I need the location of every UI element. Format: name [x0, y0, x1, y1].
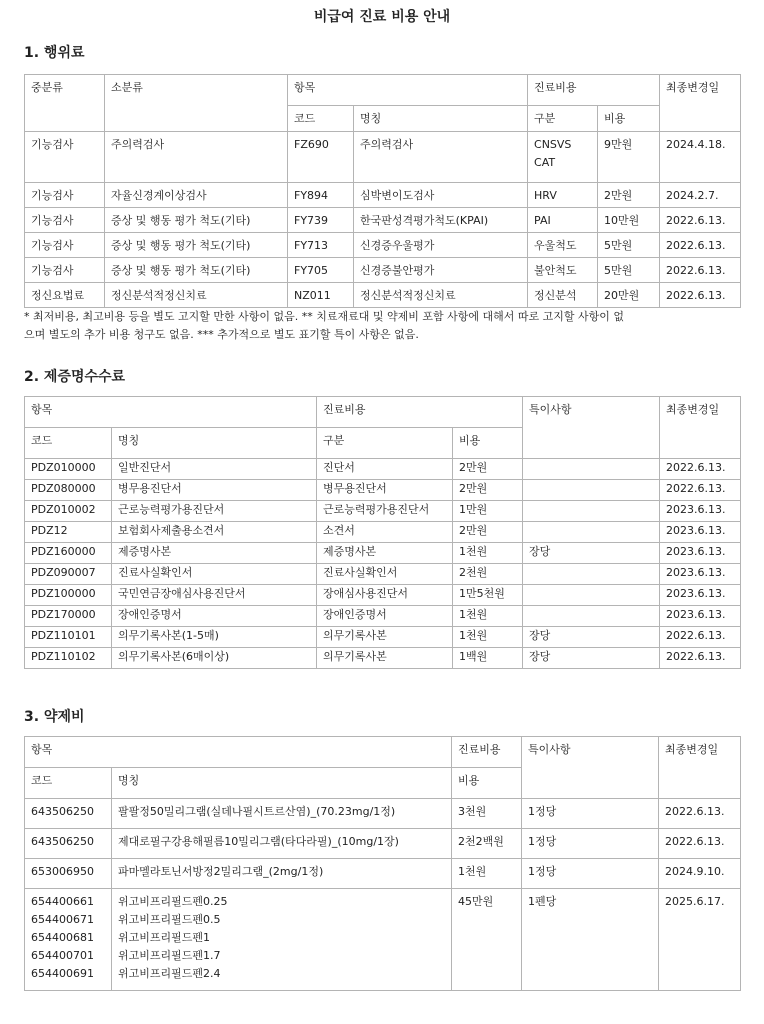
- cell-code: FY739: [288, 208, 354, 233]
- cell-cost: 1천원: [452, 859, 522, 889]
- cell-mid: 정신요법료: [25, 283, 105, 308]
- cell-cost: 20만원: [598, 283, 660, 308]
- cell-remark: 장당: [523, 543, 660, 564]
- cell-cost: 10만원: [598, 208, 660, 233]
- cell-sub: 자율신경계이상검사: [105, 183, 288, 208]
- cell-sub: 정신분석적정신치료: [105, 283, 288, 308]
- cell-date: 2023.6.13.: [660, 564, 741, 585]
- header-cost: 비용: [452, 768, 522, 799]
- cell-remark: [523, 564, 660, 585]
- table-row: [25, 829, 741, 859]
- header-item: 항목: [25, 737, 452, 768]
- header-fee-type: 구분: [528, 106, 598, 132]
- cell-name: 의무기록사본(1-5매): [112, 627, 317, 648]
- table-row: [25, 501, 741, 522]
- cell-remark: [523, 501, 660, 522]
- cell-code: 643506250: [25, 799, 112, 829]
- cell-date: 2022.6.13.: [660, 283, 741, 308]
- name-line: 위고비프리필드펜2.4: [118, 967, 221, 980]
- cell-code: PDZ160000: [25, 543, 112, 564]
- cell-cost: 1만5천원: [453, 585, 523, 606]
- cell-mid: 기능검사: [25, 258, 105, 283]
- cell-date: 2023.6.13.: [660, 606, 741, 627]
- procedure-fee-table: [24, 74, 741, 308]
- cell-code: PDZ090007: [25, 564, 112, 585]
- cell-remark: [523, 522, 660, 543]
- section-1-note: [24, 308, 744, 344]
- table-row: [25, 208, 741, 233]
- table-row: [25, 522, 741, 543]
- code-line: 654400701: [31, 949, 94, 962]
- cell-cost: 2천2백원: [452, 829, 522, 859]
- cell-remark: 장당: [523, 627, 660, 648]
- code-line: 654400671: [31, 913, 94, 926]
- cell-remark: [523, 480, 660, 501]
- table-row: [25, 459, 741, 480]
- cell-code: 653006950: [25, 859, 112, 889]
- cell-type: 장애심사용진단서: [317, 585, 453, 606]
- header-fee: 진료비용: [452, 737, 522, 768]
- cell-date: 2023.6.13.: [660, 522, 741, 543]
- cell-name: 병무용진단서: [112, 480, 317, 501]
- cell-cost: 1백원: [453, 648, 523, 669]
- cell-name: 근로능력평가용진단서: [112, 501, 317, 522]
- cell-sub: 증상 및 행동 평가 척도(기타): [105, 258, 288, 283]
- header-mid-category: 중분류: [25, 75, 105, 132]
- document-title: 비급여 진료 비용 안내: [313, 9, 451, 25]
- cell-cost: 2만원: [453, 522, 523, 543]
- cell-names: [112, 889, 452, 991]
- certificate-fee-table: [24, 396, 741, 669]
- cell-code: FY705: [288, 258, 354, 283]
- cell-code: PDZ080000: [25, 480, 112, 501]
- drug-fee-table: [24, 736, 741, 991]
- cell-code: FY894: [288, 183, 354, 208]
- cell-date: 2024.9.10.: [659, 859, 741, 889]
- table-row: [25, 889, 741, 991]
- cell-name: 의무기록사본(6매이상): [112, 648, 317, 669]
- cell-mid: 기능검사: [25, 132, 105, 183]
- table-row: [25, 627, 741, 648]
- name-line: 위고비프리필드펜0.5: [118, 913, 221, 926]
- header-name: 명칭: [112, 768, 452, 799]
- section-3-heading: 3. 약제비: [24, 709, 85, 725]
- cell-remark: 1펜당: [522, 889, 659, 991]
- cell-type: 장애인증명서: [317, 606, 453, 627]
- cell-remark: 장당: [523, 648, 660, 669]
- code-line: 654400681: [31, 931, 94, 944]
- cell-cost: 1천원: [453, 543, 523, 564]
- cell-date: 2023.6.13.: [660, 585, 741, 606]
- cell-cost: 1천원: [453, 606, 523, 627]
- cell-name: 파마멜라토닌서방정2밀리그램_(2mg/1정): [112, 859, 452, 889]
- header-updated: 최종변경일: [659, 737, 741, 799]
- table-row: [25, 859, 741, 889]
- cell-remark: 1정당: [522, 859, 659, 889]
- cell-remark: 1정당: [522, 829, 659, 859]
- header-code: 코드: [25, 768, 112, 799]
- cell-code: PDZ110101: [25, 627, 112, 648]
- table-row: [25, 564, 741, 585]
- table-row: [25, 132, 741, 183]
- header-name: 명칭: [112, 428, 317, 459]
- cell-name: 한국판성격평가척도(KPAI): [354, 208, 528, 233]
- cell-type: 의무기록사본: [317, 648, 453, 669]
- cell-date: 2022.6.13.: [660, 627, 741, 648]
- cell-sub: 주의력검사: [105, 132, 288, 183]
- cell-name: 신경증우울평가: [354, 233, 528, 258]
- header-sub-category: 소분류: [105, 75, 288, 132]
- cell-name: 제증명사본: [112, 543, 317, 564]
- cell-type: 진료사실확인서: [317, 564, 453, 585]
- cell-sub: 증상 및 행동 평가 척도(기타): [105, 233, 288, 258]
- header-fee: 진료비용: [528, 75, 660, 106]
- cell-date: 2022.6.13.: [660, 648, 741, 669]
- cell-mid: 기능검사: [25, 208, 105, 233]
- header-updated: 최종변경일: [660, 75, 741, 132]
- cell-name: 일반진단서: [112, 459, 317, 480]
- cell-type: 근로능력평가용진단서: [317, 501, 453, 522]
- cell-cost: 45만원: [452, 889, 522, 991]
- cell-code: PDZ170000: [25, 606, 112, 627]
- cell-type: 소견서: [317, 522, 453, 543]
- table-row: [25, 606, 741, 627]
- cell-name: 제대로필구강용해필름10밀리그램(타다라필)_(10mg/1장): [112, 829, 452, 859]
- cell-type: 불안척도: [528, 258, 598, 283]
- cell-date: 2022.6.13.: [660, 208, 741, 233]
- cell-cost: 2천원: [453, 564, 523, 585]
- cell-date: 2022.6.13.: [659, 829, 741, 859]
- cell-type: HRV: [528, 183, 598, 208]
- header-fee: 진료비용: [317, 397, 523, 428]
- cell-name: 국민연금장애심사용진단서: [112, 585, 317, 606]
- cell-code: PDZ010000: [25, 459, 112, 480]
- header-item: 항목: [25, 397, 317, 428]
- cell-code: FZ690: [288, 132, 354, 183]
- cell-date: 2023.6.13.: [660, 501, 741, 522]
- cell-code: PDZ110102: [25, 648, 112, 669]
- cell-cost: 9만원: [598, 132, 660, 183]
- note-line: * 최저비용, 최고비용 등을 별도 고지할 만한 사항이 없음. ** 치료재료대 및 약제비 포함 사항에 대해서 따로 고지할 사항이 없: [24, 310, 624, 323]
- cell-code: PDZ100000: [25, 585, 112, 606]
- table-row: [25, 258, 741, 283]
- cell-cost: 2만원: [598, 183, 660, 208]
- cell-cost: 1천원: [453, 627, 523, 648]
- cell-remark: 1정당: [522, 799, 659, 829]
- table-row: [25, 233, 741, 258]
- header-code: 코드: [288, 106, 354, 132]
- cell-type: 병무용진단서: [317, 480, 453, 501]
- cell-remark: [523, 606, 660, 627]
- header-remarks: 특이사항: [523, 397, 660, 459]
- cell-date: 2024.4.18.: [660, 132, 741, 183]
- cell-remark: [523, 585, 660, 606]
- table-row: [25, 283, 741, 308]
- cell-date: 2022.6.13.: [660, 459, 741, 480]
- cell-code: FY713: [288, 233, 354, 258]
- cell-name: 장애인증명서: [112, 606, 317, 627]
- cell-type: 의무기록사본: [317, 627, 453, 648]
- note-line: 으며 별도의 추가 비용 청구도 없음. *** 추가적으로 별도 표기할 특이 사항은 없음.: [24, 328, 419, 341]
- code-line: 654400661: [31, 895, 94, 908]
- cell-codes: [25, 889, 112, 991]
- cell-date: 2024.2.7.: [660, 183, 741, 208]
- table-row: [25, 543, 741, 564]
- cell-type: 우울척도: [528, 233, 598, 258]
- cell-mid: 기능검사: [25, 233, 105, 258]
- cell-date: 2022.6.13.: [660, 480, 741, 501]
- code-line: 654400691: [31, 967, 94, 980]
- cell-mid: 기능검사: [25, 183, 105, 208]
- cell-sub: 증상 및 행동 평가 척도(기타): [105, 208, 288, 233]
- cell-name: 팔팔정50밀리그램(실데나필시트르산염)_(70.23mg/1정): [112, 799, 452, 829]
- cell-date: 2022.6.13.: [660, 258, 741, 283]
- header-item: 항목: [288, 75, 528, 106]
- cell-date: 2022.6.13.: [660, 233, 741, 258]
- table-row: [25, 585, 741, 606]
- section-1-heading: 1. 행위료: [24, 45, 85, 61]
- cell-type: 정신분석: [528, 283, 598, 308]
- cell-cost: 5만원: [598, 233, 660, 258]
- cell-name: 주의력검사: [354, 132, 528, 183]
- header-updated: 최종변경일: [660, 397, 741, 459]
- section-2-heading: 2. 제증명수수료: [24, 369, 126, 385]
- cell-type: 진단서: [317, 459, 453, 480]
- header-cost: 비용: [453, 428, 523, 459]
- cell-name: 심박변이도검사: [354, 183, 528, 208]
- header-cost: 비용: [598, 106, 660, 132]
- cell-name: 신경증불안평가: [354, 258, 528, 283]
- cell-type: PAI: [528, 208, 598, 233]
- cell-cost: 2만원: [453, 480, 523, 501]
- cell-type: 제증명사본: [317, 543, 453, 564]
- cell-cost: 5만원: [598, 258, 660, 283]
- cell-code: PDZ12: [25, 522, 112, 543]
- cell-type: CNSVS CAT: [528, 132, 598, 183]
- cell-date: 2022.6.13.: [659, 799, 741, 829]
- table-row: [25, 183, 741, 208]
- name-line: 위고비프리필드펜0.25: [118, 895, 228, 908]
- cell-name: 진료사실확인서: [112, 564, 317, 585]
- table-row: [25, 648, 741, 669]
- header-name: 명칭: [354, 106, 528, 132]
- header-remarks: 특이사항: [522, 737, 659, 799]
- cell-cost: 3천원: [452, 799, 522, 829]
- table-row: [25, 799, 741, 829]
- name-line: 위고비프리필드펜1.7: [118, 949, 221, 962]
- header-fee-type: 구분: [317, 428, 453, 459]
- cell-date: 2023.6.13.: [660, 543, 741, 564]
- table-row: [25, 480, 741, 501]
- cell-name: 보험회사제출용소견서: [112, 522, 317, 543]
- cell-code: 643506250: [25, 829, 112, 859]
- cell-code: PDZ010002: [25, 501, 112, 522]
- header-code: 코드: [25, 428, 112, 459]
- cell-cost: 2만원: [453, 459, 523, 480]
- name-line: 위고비프리필드펜1: [118, 931, 211, 944]
- cell-cost: 1만원: [453, 501, 523, 522]
- cell-date: 2025.6.17.: [659, 889, 741, 991]
- cell-remark: [523, 459, 660, 480]
- cell-code: NZ011: [288, 283, 354, 308]
- cell-name: 정신분석적정신치료: [354, 283, 528, 308]
